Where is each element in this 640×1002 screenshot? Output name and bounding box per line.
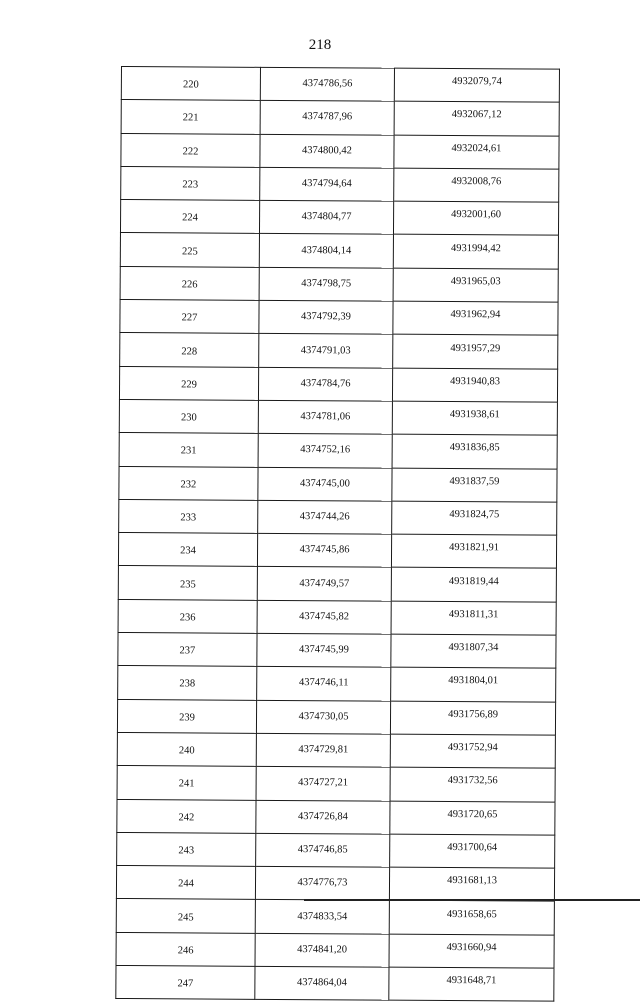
x-coordinate-cell: 4374745,99 [257,633,391,667]
x-coordinate-cell: 4374746,85 [256,833,390,867]
y-coordinate-cell: 4931938,61 [392,401,557,435]
point-number-cell: 225 [120,233,259,267]
point-number-cell: 242 [117,799,256,833]
point-number-cell: 222 [121,133,260,167]
table-row [119,366,557,402]
y-coordinate-cell: 4932067,12 [394,101,559,135]
point-number-cell: 224 [120,200,259,234]
point-number-cell: 229 [119,366,258,400]
y-coordinate-cell: 4931994,42 [393,235,558,269]
x-coordinate-cell: 4374749,57 [257,567,391,601]
point-number-cell: 236 [118,599,257,633]
table-row [120,233,558,269]
bottom-rule [304,899,640,901]
table-row [116,899,554,935]
table-row [120,266,558,302]
y-coordinate-cell: 4931648,71 [389,967,554,1001]
x-coordinate-cell: 4374745,00 [258,467,392,501]
y-coordinate-cell: 4932001,60 [393,201,558,235]
y-coordinate-cell: 4931962,94 [393,301,558,335]
table-row [121,166,559,202]
table-row [117,732,555,768]
coordinates-table [115,66,560,1002]
x-coordinate-cell: 4374776,73 [255,866,389,900]
point-number-cell: 233 [119,499,258,533]
y-coordinate-cell: 4931660,94 [389,934,554,968]
table-row [120,200,558,236]
y-coordinate-cell: 4931836,85 [392,434,557,468]
table-row [116,866,554,902]
point-number-cell: 226 [120,266,259,300]
y-coordinate-cell: 4931807,34 [391,634,556,668]
x-coordinate-cell: 4374727,21 [256,767,390,801]
point-number-cell: 235 [118,566,257,600]
point-number-cell: 228 [120,333,259,367]
point-number-cell: 231 [119,433,258,467]
x-coordinate-cell: 4374784,76 [258,367,392,401]
y-coordinate-cell: 4932008,76 [394,168,559,202]
x-coordinate-cell: 4374786,56 [260,67,394,101]
point-number-cell: 247 [116,966,255,1000]
table-row [116,966,554,1002]
x-coordinate-cell: 4374798,75 [259,267,393,301]
x-coordinate-cell: 4374752,16 [258,434,392,468]
table-row [118,599,556,635]
y-coordinate-cell: 4931658,65 [389,901,554,935]
x-coordinate-cell: 4374781,06 [258,400,392,434]
point-number-cell: 244 [116,866,255,900]
table-row [117,799,555,835]
x-coordinate-cell: 4374804,77 [259,201,393,235]
table-row [120,300,558,336]
point-number-cell: 223 [121,166,260,200]
point-number-cell: 221 [121,100,260,134]
x-coordinate-cell: 4374746,11 [257,667,391,701]
y-coordinate-cell: 4931837,59 [392,468,557,502]
table-row [117,766,555,802]
x-coordinate-cell: 4374729,81 [256,733,390,767]
table-row [118,566,556,602]
point-number-cell: 234 [118,533,257,567]
y-coordinate-cell: 4931752,94 [390,734,555,768]
x-coordinate-cell: 4374841,20 [255,933,389,967]
x-coordinate-cell: 4374745,86 [257,533,391,567]
y-coordinate-cell: 4931957,29 [393,335,558,369]
x-coordinate-cell: 4374794,64 [260,167,394,201]
point-number-cell: 230 [119,399,258,433]
point-number-cell: 239 [117,699,256,733]
table-row [117,832,555,868]
x-coordinate-cell: 4374730,05 [256,700,390,734]
table-row [119,499,557,535]
table-row [121,67,559,103]
y-coordinate-cell: 4931720,65 [390,801,555,835]
table-row [118,666,556,702]
table-row [120,333,558,369]
table-row [121,100,559,136]
table-row [119,433,557,469]
table-row [119,466,557,502]
x-coordinate-cell: 4374787,96 [260,101,394,135]
x-coordinate-cell: 4374745,82 [257,600,391,634]
x-coordinate-cell: 4374833,54 [255,900,389,934]
point-number-cell: 227 [120,300,259,334]
y-coordinate-cell: 4931681,13 [389,867,554,901]
x-coordinate-cell: 4374800,42 [260,134,394,168]
y-coordinate-cell: 4931824,75 [392,501,557,535]
y-coordinate-cell: 4931804,01 [391,668,556,702]
x-coordinate-cell: 4374791,03 [259,334,393,368]
y-coordinate-cell: 4931821,91 [391,534,556,568]
y-coordinate-cell: 4932079,74 [394,68,559,102]
table-row [117,699,555,735]
x-coordinate-cell: 4374864,04 [255,966,389,1000]
point-number-cell: 237 [118,633,257,667]
point-number-cell: 241 [117,766,256,800]
table-row [121,133,559,169]
x-coordinate-cell: 4374792,39 [259,300,393,334]
x-coordinate-cell: 4374804,14 [259,234,393,268]
point-number-cell: 240 [117,732,256,766]
point-number-cell: 232 [119,466,258,500]
x-coordinate-cell: 4374744,26 [258,500,392,534]
table-row [119,399,557,435]
y-coordinate-cell: 4931756,89 [390,701,555,735]
point-number-cell: 246 [116,932,255,966]
page-number: 218 [308,37,332,53]
y-coordinate-cell: 4932024,61 [394,135,559,169]
table-row [118,633,556,669]
point-number-cell: 245 [116,899,255,933]
y-coordinate-cell: 4931965,03 [393,268,558,302]
x-coordinate-cell: 4374726,84 [256,800,390,834]
point-number-cell: 243 [117,832,256,866]
y-coordinate-cell: 4931700,64 [390,834,555,868]
table-row [116,932,554,968]
y-coordinate-cell: 4931940,83 [392,368,557,402]
y-coordinate-cell: 4931732,56 [390,767,555,801]
table-row [118,533,556,569]
point-number-cell: 238 [118,666,257,700]
point-number-cell: 220 [121,67,260,101]
y-coordinate-cell: 4931819,44 [391,568,556,602]
y-coordinate-cell: 4931811,31 [391,601,556,635]
